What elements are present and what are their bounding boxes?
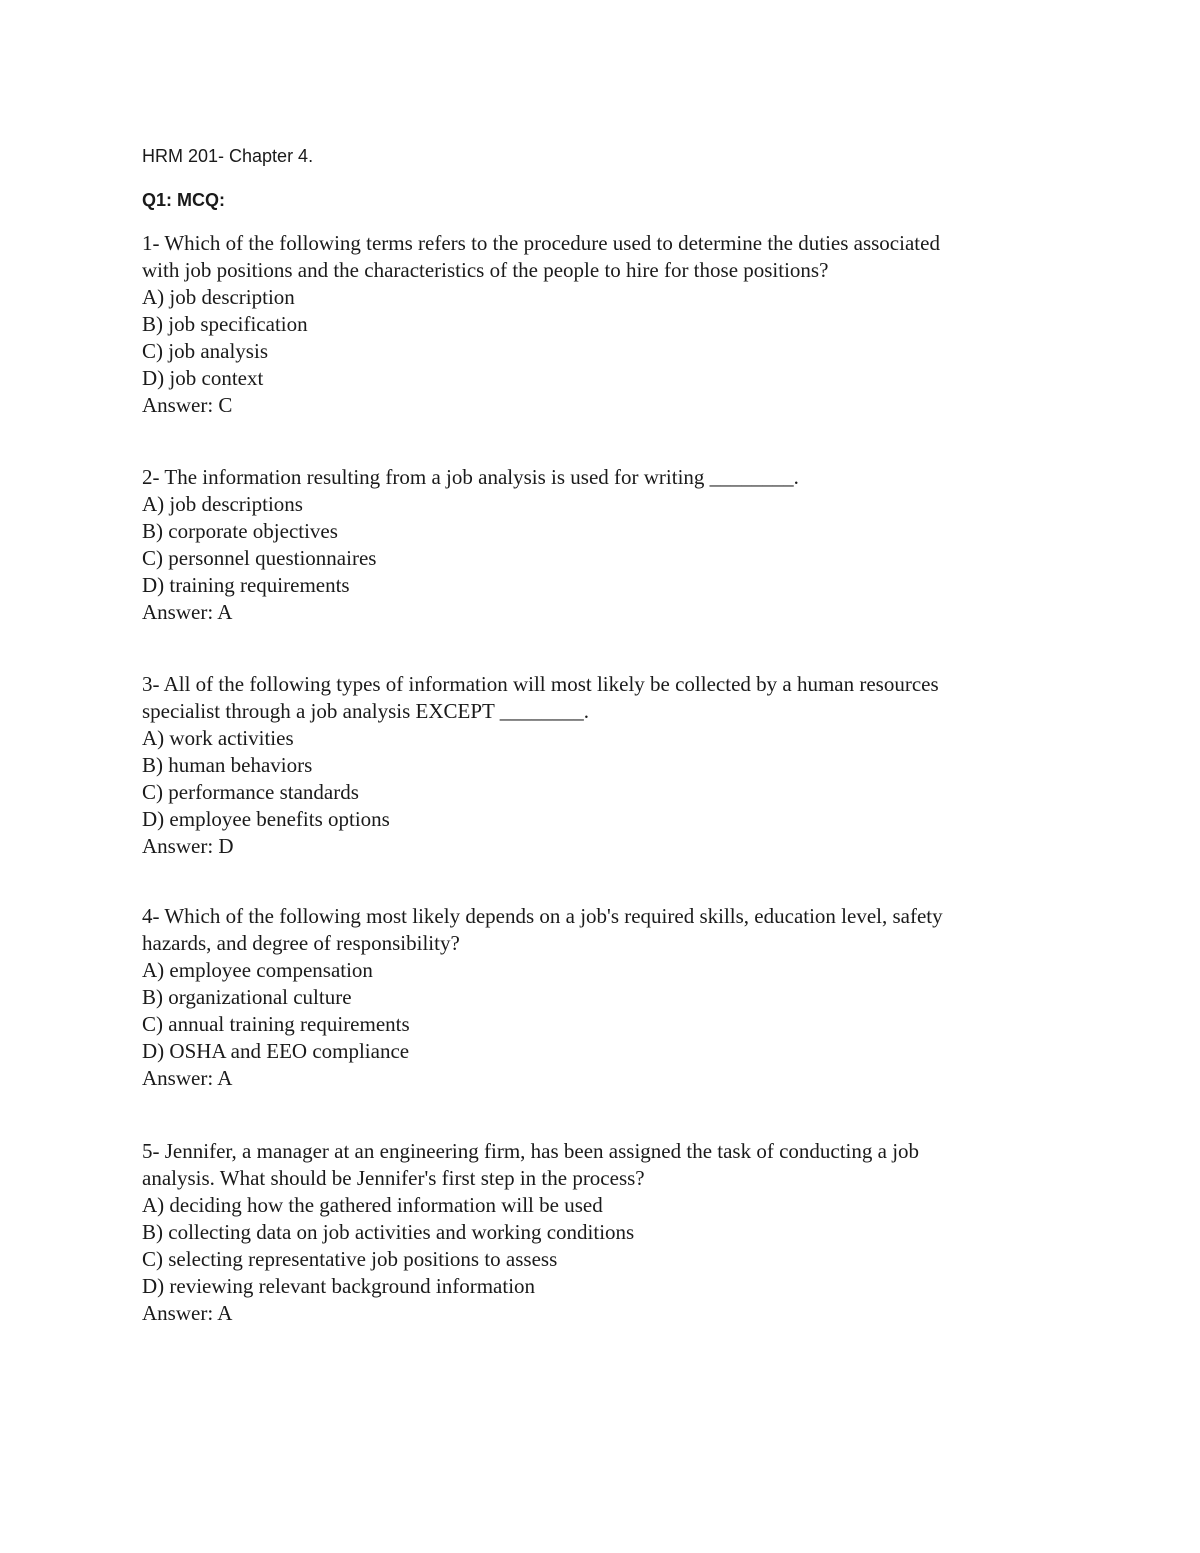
question-4-option-a: A) employee compensation	[142, 958, 373, 982]
question-1-stem-line-1: 1- Which of the following terms refers to the procedure used to determine the duties associated	[142, 231, 940, 255]
question-4-option-b: B) organizational culture	[142, 985, 352, 1009]
question-1-option-d: D) job context	[142, 366, 264, 390]
question-4-stem-line-2: hazards, and degree of responsibility?	[142, 931, 460, 955]
question-2	[142, 464, 1062, 626]
question-5-option-c: C) selecting representative job positions to assess	[142, 1247, 558, 1271]
document-title: HRM 201- Chapter 4.	[142, 146, 314, 166]
question-5-option-d: D) reviewing relevant background information	[142, 1274, 536, 1298]
question-4-answer: Answer: A	[142, 1066, 233, 1090]
question-1-option-a: A) job description	[142, 285, 295, 309]
question-3-answer: Answer: D	[142, 834, 234, 858]
question-5-option-b: B) collecting data on job activities and working conditions	[142, 1220, 635, 1244]
question-5-option-a: A) deciding how the gathered information will be used	[142, 1193, 603, 1217]
question-3-option-b: B) human behaviors	[142, 753, 313, 777]
question-3	[142, 671, 1062, 860]
question-3-option-c: C) performance standards	[142, 780, 359, 804]
question-3-stem-line-1: 3- All of the following types of information will most likely be collected by a human resources	[142, 672, 939, 696]
question-1-option-b: B) job specification	[142, 312, 308, 336]
question-2-option-b: B) corporate objectives	[142, 519, 338, 543]
question-2-option-d: D) training requirements	[142, 573, 350, 597]
question-4-option-c: C) annual training requirements	[142, 1012, 410, 1036]
question-2-option-a: A) job descriptions	[142, 492, 303, 516]
question-5-stem-line-1: 5- Jennifer, a manager at an engineering firm, has been assigned the task of conducting a job	[142, 1139, 920, 1163]
question-3-option-d: D) employee benefits options	[142, 807, 390, 831]
section-heading: Q1: MCQ:	[142, 190, 225, 210]
question-1-stem-line-2: with job positions and the characteristics of the people to hire for those positions?	[142, 258, 829, 282]
question-5	[142, 1138, 1062, 1327]
question-5-answer: Answer: A	[142, 1301, 233, 1325]
question-1-option-c: C) job analysis	[142, 339, 268, 363]
question-1-answer: Answer: C	[142, 393, 233, 417]
question-5-stem-line-2: analysis. What should be Jennifer's first step in the process?	[142, 1166, 645, 1190]
question-4	[142, 903, 1062, 1092]
question-2-answer: Answer: A	[142, 600, 233, 624]
question-3-option-a: A) work activities	[142, 726, 294, 750]
question-4-stem-line-1: 4- Which of the following most likely depends on a job's required skills, education level, safety	[142, 904, 943, 928]
question-2-option-c: C) personnel questionnaires	[142, 546, 377, 570]
question-3-stem-line-2: specialist through a job analysis EXCEPT ________.	[142, 699, 589, 723]
question-4-option-d: D) OSHA and EEO compliance	[142, 1039, 410, 1063]
question-1	[142, 230, 1062, 419]
question-2-stem-line-1: 2- The information resulting from a job analysis is used for writing ________.	[142, 465, 799, 489]
